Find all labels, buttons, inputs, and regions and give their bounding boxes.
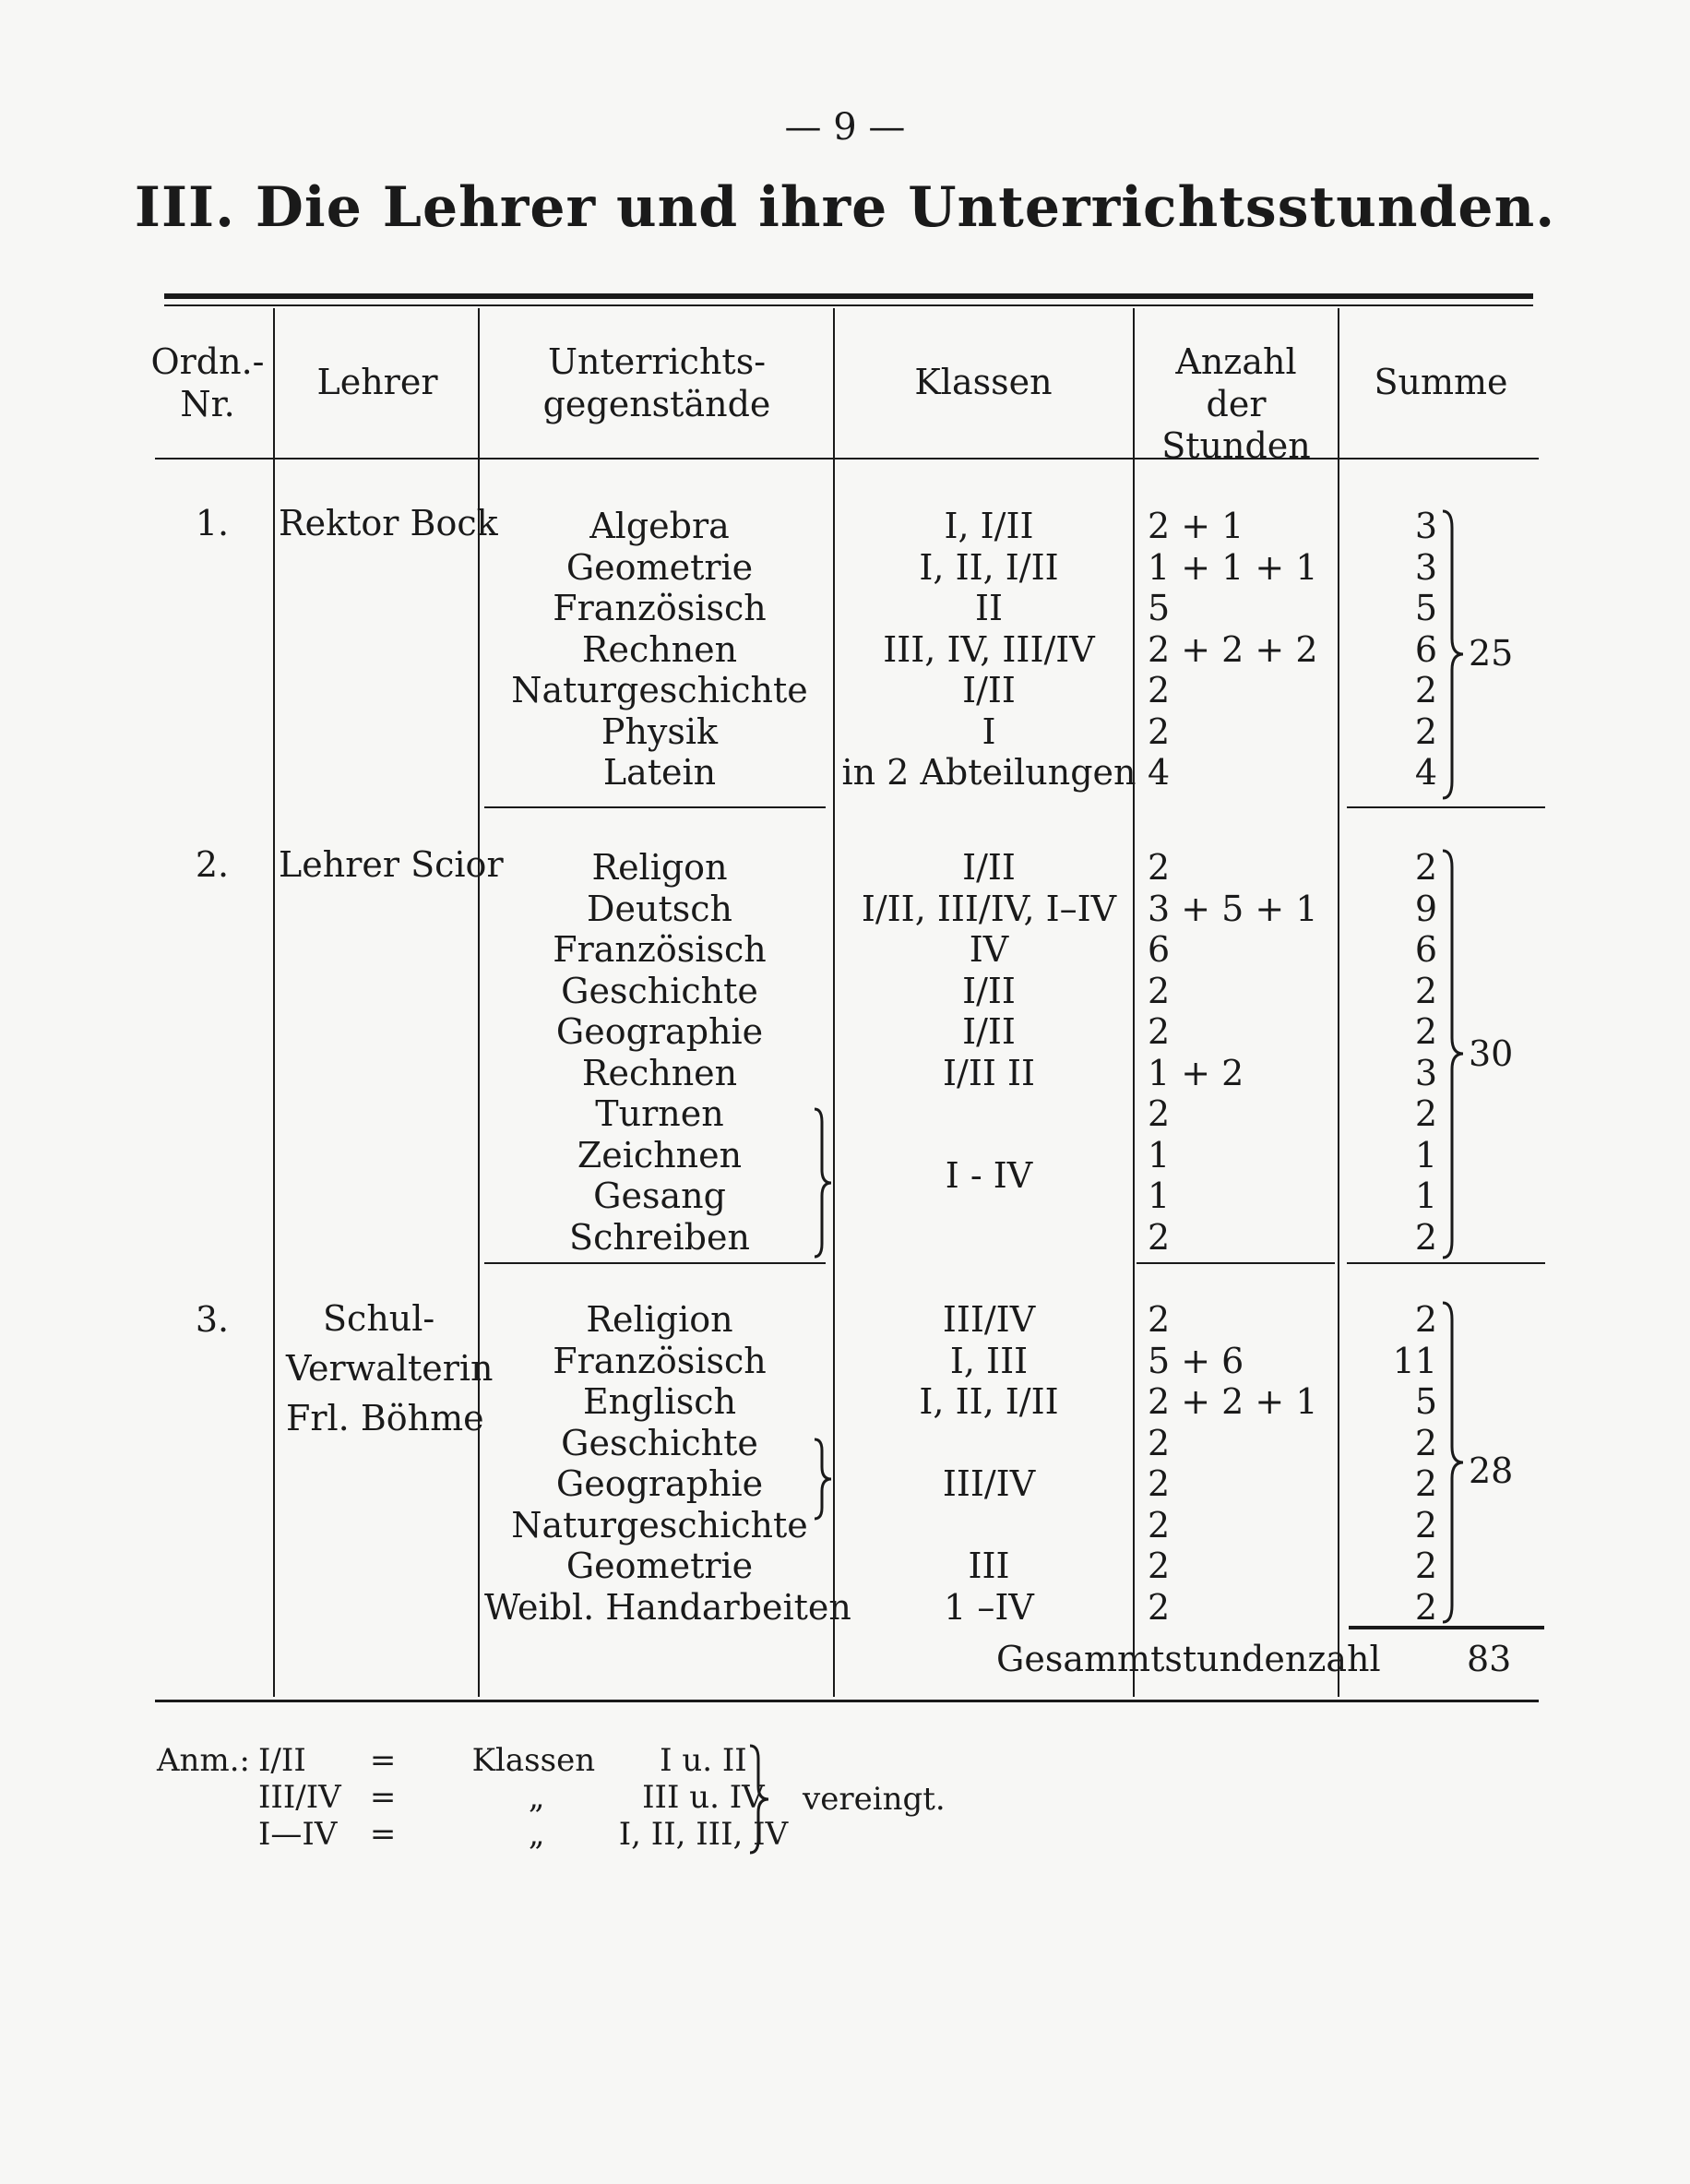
page-title: III. Die Lehrer und ihre Unterrichtsstunden. (134, 175, 1556, 240)
list-item (841, 1423, 1137, 1464)
list-item: 2 (1414, 847, 1437, 888)
list-item: Französisch (553, 929, 767, 970)
list-item: I - IV (945, 1154, 1033, 1196)
list-item: Französisch (553, 1340, 767, 1381)
table-top-thin-rule (164, 304, 1533, 306)
list-item: Rechnen (581, 1052, 738, 1093)
header-teacher: Lehrer (316, 362, 438, 402)
note-label: Anm.: (157, 1742, 250, 1779)
header-hours-line1: Anzahl (1175, 341, 1297, 382)
list-item: 6 (1148, 929, 1171, 970)
list-item: 2 + 2 + 2 (1148, 628, 1318, 670)
group-separator (484, 806, 826, 808)
list-item: 2 (1148, 670, 1171, 710)
list-item: 2 (1414, 1546, 1437, 1586)
list-item: Religion (586, 1299, 733, 1340)
list-item: Geometrie (565, 1546, 754, 1586)
note-code: I—IV (258, 1816, 338, 1853)
list-item: 2 (1414, 710, 1437, 752)
list-item: 2 (1148, 1093, 1171, 1134)
list-item: Rechnen (581, 628, 738, 670)
list-item: 6 (1414, 628, 1437, 670)
list-item: 2 (1414, 1011, 1437, 1052)
header-hours-line2: der Stunden (1161, 383, 1311, 467)
hours-list (1148, 847, 1360, 1258)
list-item: III/IV (942, 1463, 1036, 1504)
note-code: III/IV (258, 1779, 341, 1816)
list-item: 2 (1148, 1504, 1171, 1546)
list-item: Turnen (595, 1093, 724, 1134)
header-hours (1135, 341, 1338, 468)
list-item: 2 (1414, 670, 1437, 710)
list-item: 1 (1148, 1134, 1171, 1176)
hours-list (1148, 506, 1360, 794)
list-item: 4 (1414, 752, 1437, 793)
teacher-line: Lehrer Scior (279, 844, 504, 885)
list-item: 1 + 1 + 1 (1148, 546, 1318, 588)
page-number: — 9 — (784, 106, 906, 149)
group-total: 30 (1469, 1033, 1514, 1074)
classes-list (841, 847, 1137, 1258)
list-item: 2 (1148, 1586, 1171, 1628)
list-item: I, I/II (944, 506, 1034, 546)
header-nr-line2: Nr. (180, 383, 235, 424)
note-row (258, 1742, 795, 1779)
list-item: 1 –IV (944, 1586, 1034, 1628)
table-top-rule (164, 293, 1533, 299)
note-eq: = (369, 1742, 397, 1779)
list-item: 1 (1148, 1176, 1171, 1216)
list-item: 3 (1414, 1052, 1437, 1093)
header-subjects-line1: Unterrichts- (547, 341, 767, 382)
row-nr: 3. (195, 1299, 230, 1340)
list-item: 2 (1148, 710, 1171, 752)
note-word: Klassen (471, 1742, 596, 1779)
list-item: I, II, I/II (919, 1381, 1059, 1422)
list-item: 2 (1148, 1299, 1171, 1340)
list-item: I/II (962, 1011, 1016, 1052)
list-item: 2 (1148, 1546, 1171, 1586)
header-subjects-line2: gegenstände (542, 383, 771, 424)
group-separator (1347, 806, 1545, 808)
right-brace (812, 1107, 834, 1259)
teacher-name (279, 840, 504, 889)
list-item: 2 + 2 + 1 (1148, 1381, 1318, 1422)
list-item: 2 (1148, 1216, 1171, 1258)
list-item: Naturgeschichte (511, 670, 808, 710)
list-item: Latein (602, 752, 717, 793)
group-separator (1137, 1262, 1335, 1264)
list-item: 2 (1414, 1216, 1437, 1258)
list-item: 2 (1148, 970, 1171, 1011)
list-item: Algebra (589, 506, 730, 546)
list-item: 2 (1414, 970, 1437, 1011)
note-classes: I u. II (660, 1742, 747, 1779)
list-item: Zeichnen (577, 1134, 743, 1176)
table-bottom-rule (155, 1700, 1539, 1702)
note-eq: = (369, 1816, 397, 1853)
list-item: 6 (1414, 929, 1437, 970)
list-item (841, 1217, 1137, 1259)
list-item: 3 + 5 + 1 (1148, 888, 1318, 929)
list-item: Naturgeschichte (511, 1504, 808, 1546)
list-item: 2 (1148, 1463, 1171, 1504)
list-item: 2 (1148, 1422, 1171, 1463)
list-item: Schreiben (569, 1216, 750, 1258)
note-code: I/II (258, 1742, 306, 1779)
teacher-name (279, 498, 498, 548)
list-item: I/II, III/IV, I–IV (861, 888, 1117, 929)
list-item: 5 (1148, 588, 1171, 628)
list-item: I/II (962, 670, 1016, 710)
list-item: I/II II (943, 1052, 1035, 1093)
list-item: 5 + 6 (1148, 1340, 1244, 1381)
list-item: 11 (1392, 1340, 1437, 1381)
row-nr: 1. (195, 503, 230, 543)
list-item: in 2 Abteilungen (841, 752, 1137, 793)
list-item: 2 (1414, 1422, 1437, 1463)
list-item: 3 (1414, 546, 1437, 588)
teacher-line: Frl. Böhme (286, 1398, 484, 1438)
list-item: 1 (1414, 1176, 1437, 1216)
note-classes: III u. IV (642, 1779, 765, 1816)
right-brace (1439, 1301, 1467, 1624)
list-item: II (974, 588, 1004, 628)
hours-list (1148, 1299, 1360, 1628)
list-item: 2 (1148, 1011, 1171, 1052)
sums-list (1371, 847, 1437, 1258)
note-row (258, 1816, 795, 1853)
list-item (841, 1505, 1137, 1546)
right-brace (747, 1744, 771, 1855)
header-subjects (482, 341, 832, 425)
grand-total-label: Gesammtstundenzahl (996, 1639, 1381, 1679)
list-item: 2 (1414, 1299, 1437, 1340)
group-total: 28 (1469, 1450, 1514, 1491)
list-item: Religon (591, 847, 728, 888)
grand-total-value: 83 (1467, 1639, 1512, 1679)
list-item: 4 (1148, 752, 1171, 793)
list-item: 2 (1414, 1463, 1437, 1504)
teacher-line: Rektor Bock (279, 503, 498, 543)
note-eq: = (369, 1779, 397, 1816)
right-brace (1439, 849, 1467, 1259)
list-item: 1 + 2 (1148, 1052, 1244, 1093)
list-item: Englisch (582, 1381, 737, 1422)
list-item: Geographie (555, 1011, 764, 1052)
list-item (841, 1093, 1137, 1135)
list-item: Weibl. Handarbeiten (484, 1586, 851, 1628)
list-item: I, III (949, 1340, 1029, 1381)
list-item: 1 (1414, 1134, 1437, 1176)
header-classes: Klassen (914, 362, 1053, 402)
list-item: 2 (1414, 1586, 1437, 1628)
group-separator (1347, 1262, 1545, 1264)
list-item: 2 (1414, 1093, 1437, 1134)
note-word: „ (528, 1779, 545, 1816)
list-item: 9 (1414, 888, 1437, 929)
header-nr (138, 341, 277, 425)
note-classes: I, II, III, IV (618, 1816, 789, 1853)
sums-list (1371, 506, 1437, 794)
subjects-list (484, 847, 835, 1258)
group-total: 25 (1469, 633, 1514, 674)
classes-list (841, 506, 1137, 794)
list-item: Geschichte (561, 1422, 758, 1463)
header-nr-line1: Ordn.- (150, 341, 265, 382)
list-item: Deutsch (587, 888, 732, 929)
list-item: Physik (601, 710, 719, 752)
teacher-line: Verwalterin (286, 1348, 494, 1389)
note-suffix: vereingt. (803, 1781, 946, 1818)
header-sum: Summe (1374, 362, 1508, 402)
row-nr: 2. (195, 844, 230, 885)
list-item: Geometrie (565, 546, 754, 588)
list-item: I/II (962, 970, 1016, 1011)
note-row (258, 1779, 795, 1816)
list-item: 2 (1414, 1504, 1437, 1546)
group-separator (484, 1262, 826, 1264)
list-item: I, II, I/II (919, 546, 1059, 588)
list-item: I/II (962, 847, 1016, 888)
teacher-name (286, 1294, 494, 1443)
list-item: IV (969, 929, 1009, 970)
subjects-list (484, 506, 835, 794)
list-item: 5 (1414, 588, 1437, 628)
list-item: Geschichte (561, 970, 758, 1011)
subjects-list (484, 1299, 851, 1628)
right-brace (1439, 509, 1467, 800)
list-item: III/IV (942, 1299, 1036, 1340)
right-brace (812, 1438, 834, 1521)
list-item: Geographie (555, 1463, 764, 1504)
list-item: 3 (1414, 506, 1437, 546)
teacher-line: Schul- (323, 1298, 435, 1339)
list-item: 2 + 1 (1148, 506, 1244, 546)
list-item: III (968, 1546, 1010, 1586)
list-item: 2 (1148, 847, 1171, 888)
classes-list (841, 1299, 1137, 1628)
sums-list (1371, 1299, 1437, 1628)
list-item: Gesang (593, 1176, 726, 1216)
list-item: I (982, 710, 996, 752)
list-item: Französisch (553, 588, 767, 628)
note-word: „ (528, 1816, 545, 1853)
list-item: III, IV, III/IV (883, 628, 1095, 670)
list-item: 5 (1414, 1381, 1437, 1422)
